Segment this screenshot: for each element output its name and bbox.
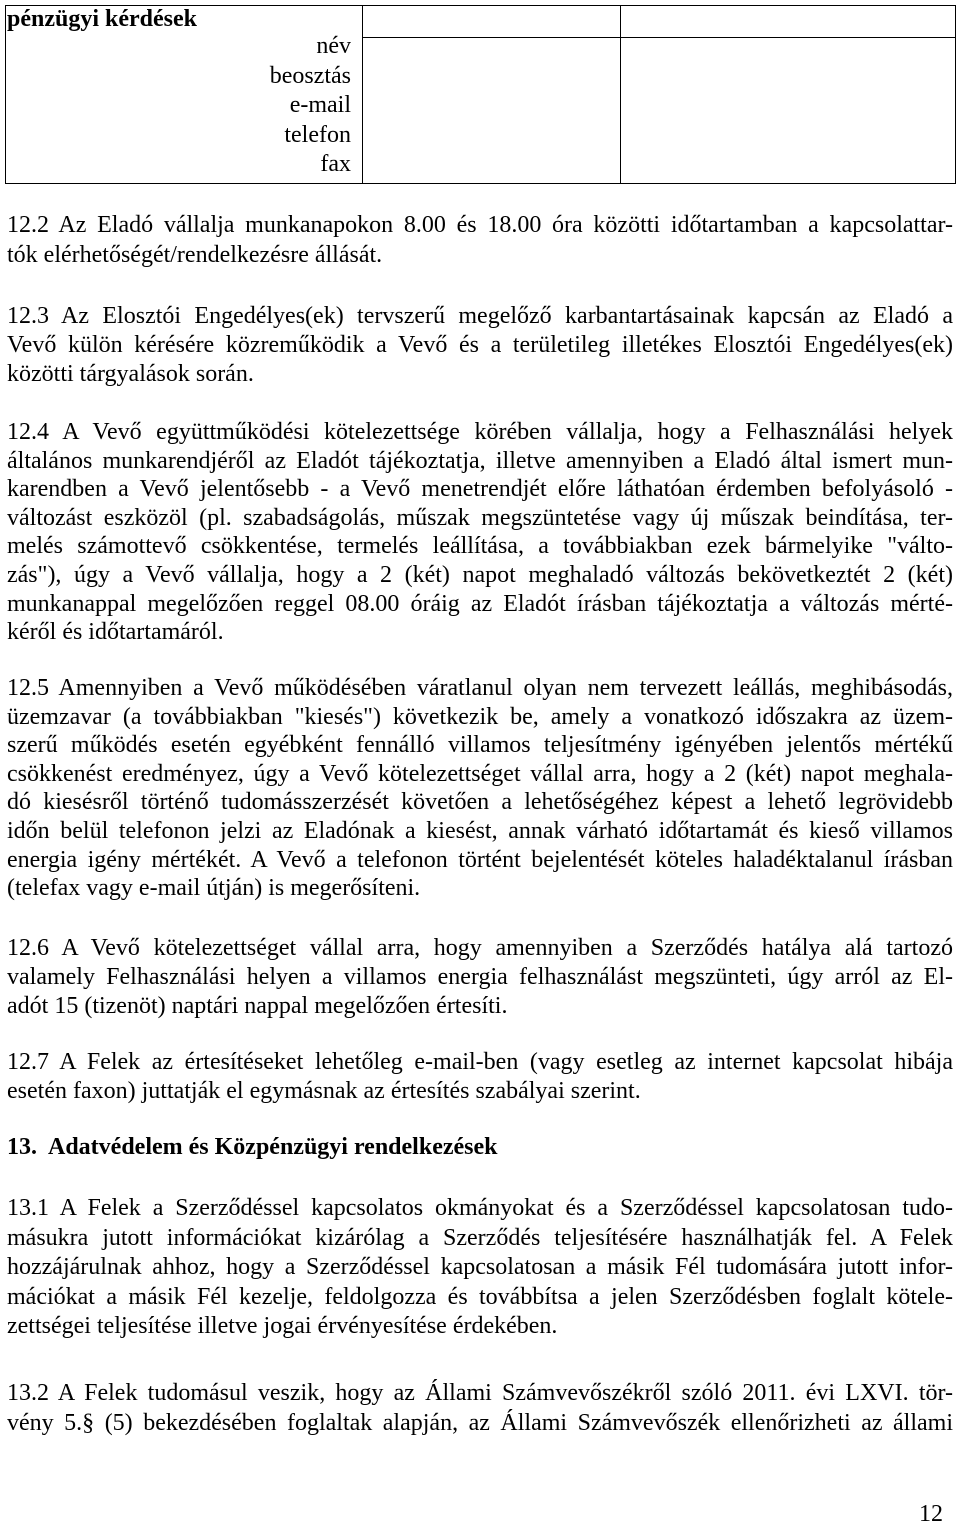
text-line: csökkenést eredményez, úgy a Vevő kötelezettséget vállal arra, hogy a 2 (két) napot meghala- xyxy=(7,760,953,787)
text-line: 13.1 A Felek a Szerződéssel kapcsolatos okmányokat és a Szerződéssel kapcsolatosan tudo- xyxy=(7,1195,953,1221)
field-label-fax: fax xyxy=(320,151,351,177)
text-line: 12.7 A Felek az értesítéseket lehetőleg e-mail-ben (vagy esetleg az internet kapcsolat hibája xyxy=(7,1049,953,1075)
text-line: 13.2 A Felek tudomásul veszik, hogy az Állami Számvevőszékről szóló 2011. évi LXVI. tör- xyxy=(7,1380,953,1406)
text-line: 12.5 Amennyiben a Vevő működésében váratlanul olyan nem tervezett leállás, meghibásodás, xyxy=(7,675,953,701)
text-line: dó kiesésről történő tudomásszerzését követően a lehetőségéhez képest a lehető legrövidebb xyxy=(7,789,953,816)
section-number: 13. xyxy=(7,1134,37,1160)
contact-value-cell-2 xyxy=(363,38,621,184)
text-line: szerű működés esetén egyébként fennálló villamos teljesítmény igényében jelentős mértékű xyxy=(7,732,953,759)
text-line: közötti tárgyalások során. xyxy=(7,361,254,387)
text-line: mációkat a másik Fél kezelje, feldolgozza és továbbítsa a jelen Szerződésben foglalt kötele- xyxy=(7,1283,953,1310)
text-line: munkanappal megelőzően reggel 08.00 óráig az Eladót írásban tájékoztatja a változás mérté- xyxy=(7,590,953,617)
text-line: melés számottevő csökkentése, termelés leállítása, a továbbiakban ezek bármelyike "válto- xyxy=(7,533,953,560)
text-line: karendben a Vevő jelentősebb - a Vevő menetrendjét előre láthatóan érdemben befolyásoló - xyxy=(7,476,953,503)
text-line: 12.6 A Vevő kötelezettséget vállal arra, hogy amennyiben a Szerződés hatálya alá tartozó xyxy=(7,935,953,961)
paragraph-12-7 xyxy=(7,1048,953,1106)
text-line: valamely Felhasználási helyen a villamos energia felhasználást megszünteti, úgy arról az El- xyxy=(7,964,953,990)
text-line: 12.3 Az Elosztói Engedélyes(ek) tervszerű megelőző karbantartásainak kapcsán az Eladó a xyxy=(7,303,953,329)
text-line: kéről és időtartamáról. xyxy=(7,619,224,646)
text-line: 12.2 Az Eladó vállalja munkanapokon 8.00 és 18.00 óra közötti időtartamban a kapcsolattar- xyxy=(7,212,953,238)
text-line: energia igény mértékét. A Vevő a telefonon történt bejelentését köteles haladéktalanul írásban xyxy=(7,846,953,873)
text-line: hozzájárulnak ahhoz, hogy a Szerződéssel kapcsolatosan a másik Fél tudomására jutott infor- xyxy=(7,1254,953,1280)
text-line: (telefax vagy e-mail útján) is megerősíteni. xyxy=(7,875,421,902)
text-line: zás"), úgy a Vevő vállalja, hogy a 2 (két) napot meghaladó változás bekövetkeztét 2 (két) xyxy=(7,561,953,588)
paragraph-12-6 xyxy=(7,934,953,1021)
paragraph-13-2 xyxy=(7,1378,953,1438)
paragraph-12-3 xyxy=(7,302,953,389)
text-line: másukra jutott információkat kizárólag a Szerződés teljesítésére használhatják fel. A Felek xyxy=(7,1224,953,1251)
text-line: adót 15 (tizenöt) naptári nappal megelőzően értesíti. xyxy=(7,993,508,1019)
text-line: vény 5.§ (5) bekezdésében foglaltak alapján, az Állami Számvevőszék ellenőrizheti az állami xyxy=(7,1410,953,1436)
paragraph-13-1 xyxy=(7,1194,953,1342)
text-line: üzemzavar (a továbbiakban "kiesés") következik be, amely a vonatkozó időszakra az üzem- xyxy=(7,703,953,730)
field-label-email: e-mail xyxy=(289,92,351,118)
contact-header-cell-2 xyxy=(363,6,621,38)
text-line: esetén faxon) juttatják el egymásnak az értesítés szabályai szerint. xyxy=(7,1078,641,1104)
text-line: zettségei teljesítése illetve jogai érvényesítése érdekében. xyxy=(7,1313,558,1339)
paragraph-12-5 xyxy=(7,674,953,903)
text-line: változást eszközöl (pl. szabadságolás, műszak megszüntetése vagy új műszak beindítása, ter- xyxy=(7,504,953,531)
contact-value-cell-3 xyxy=(621,38,956,184)
contact-label-cell xyxy=(6,6,363,184)
paragraph-12-4 xyxy=(7,418,953,647)
paragraph-12-2 xyxy=(7,210,953,270)
field-label-position: beosztás xyxy=(269,62,351,89)
contact-table xyxy=(5,5,956,184)
text-line: Vevő külön kérésére közreműködik a Vevő és a területileg illetékes Elosztói Engedélyes(ek) xyxy=(7,332,953,358)
field-label-phone: telefon xyxy=(284,121,351,148)
text-line: tók elérhetőségét/rendelkezésre állását. xyxy=(7,242,383,268)
contact-table-title: pénzügyi kérdések xyxy=(7,6,198,32)
text-line: általános munkarendjéről az Eladót tájékoztatja, illetve amennyiben a Eladó által ismert mun- xyxy=(7,447,953,474)
text-line: 12.4 A Vevő együttműködési kötelezettsége körében vállalja, hogy a Felhasználási helyek xyxy=(7,419,953,445)
section-title: Adatvédelem és Közpénzügyi rendelkezések xyxy=(48,1134,498,1160)
field-label-name: név xyxy=(316,33,351,59)
page-number: 12 xyxy=(919,1501,943,1527)
section-heading-13 xyxy=(7,1133,953,1162)
contact-header-cell-3 xyxy=(621,6,956,38)
text-line: időn belül telefonon jelzi az Eladónak a kiesést, annak várható időtartamát és kieső villamos xyxy=(7,817,953,844)
